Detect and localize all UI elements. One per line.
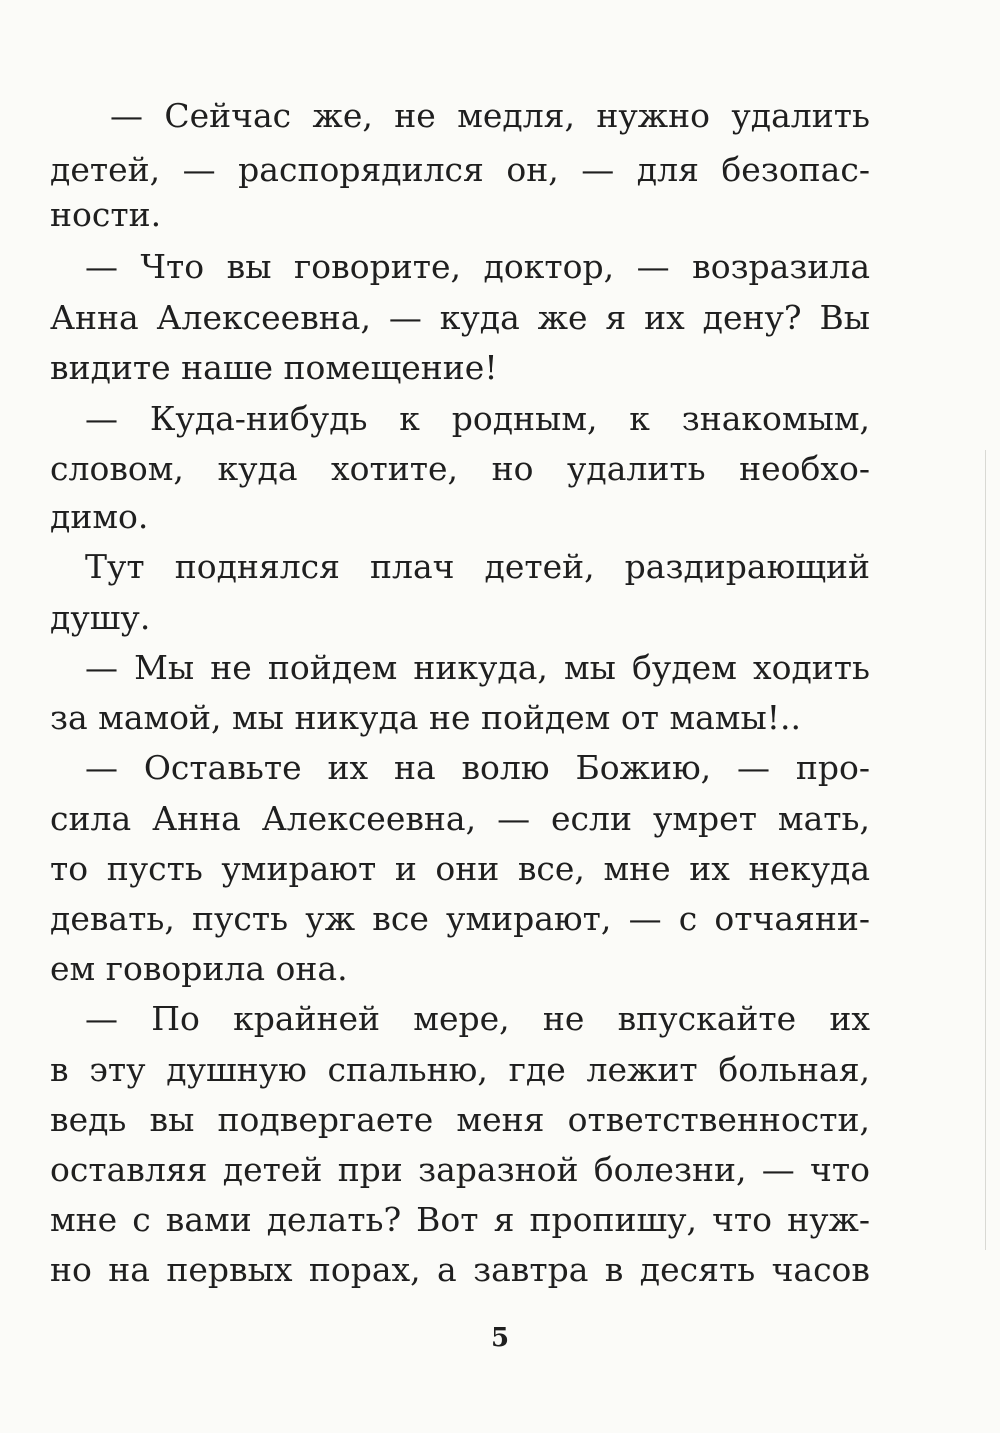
text-line: — Оставьте их на волю Божию, — про- [85, 748, 870, 787]
text-line: оставляя детей при заразной болезни, — что [50, 1150, 870, 1189]
text-line: мне с вами делать? Вот я пропишу, что нуж- [50, 1200, 870, 1239]
text-line: димо. [50, 497, 149, 536]
text-line: — Куда-нибудь к родным, к знакомым, [85, 399, 870, 438]
text-line: — По крайней мере, не впускайте их [85, 999, 870, 1038]
text-line: — Мы не пойдем никуда, мы будем ходить [85, 648, 870, 687]
text-line: ности. [50, 195, 162, 234]
text-line: в эту душную спальню, где лежит больная, [50, 1050, 870, 1089]
text-line: душу. [50, 598, 151, 637]
text-line: — Сейчас же, не медля, нужно удалить [110, 96, 870, 135]
text-line: видите наше помещение! [50, 348, 498, 387]
text-line: словом, куда хотите, но удалить необхо- [50, 449, 870, 488]
text-line: детей, — распорядился он, — для безопас- [50, 150, 870, 189]
text-line: девать, пусть уж все умирают, — с отчаяни- [50, 899, 870, 938]
text-line: ем говорила она. [50, 949, 348, 988]
text-line: то пусть умирают и они все, мне их некуда [50, 849, 870, 888]
page-number: 5 [490, 1323, 510, 1353]
text-line: ведь вы подвергаете меня ответственности, [50, 1100, 870, 1139]
text-line: за мамой, мы никуда не пойдем от мамы!.. [50, 698, 801, 737]
page-edge-divider [985, 450, 986, 1250]
text-line: — Что вы говорите, доктор, — возразила [85, 247, 870, 286]
text-line: но на первых порах, а завтра в десять часов [50, 1250, 870, 1289]
text-line: Анна Алексеевна, — куда же я их дену? Вы [50, 298, 870, 337]
text-line: Тут поднялся плач детей, раздирающий [85, 547, 870, 586]
text-line: сила Анна Алексеевна, — если умрет мать, [50, 799, 870, 838]
